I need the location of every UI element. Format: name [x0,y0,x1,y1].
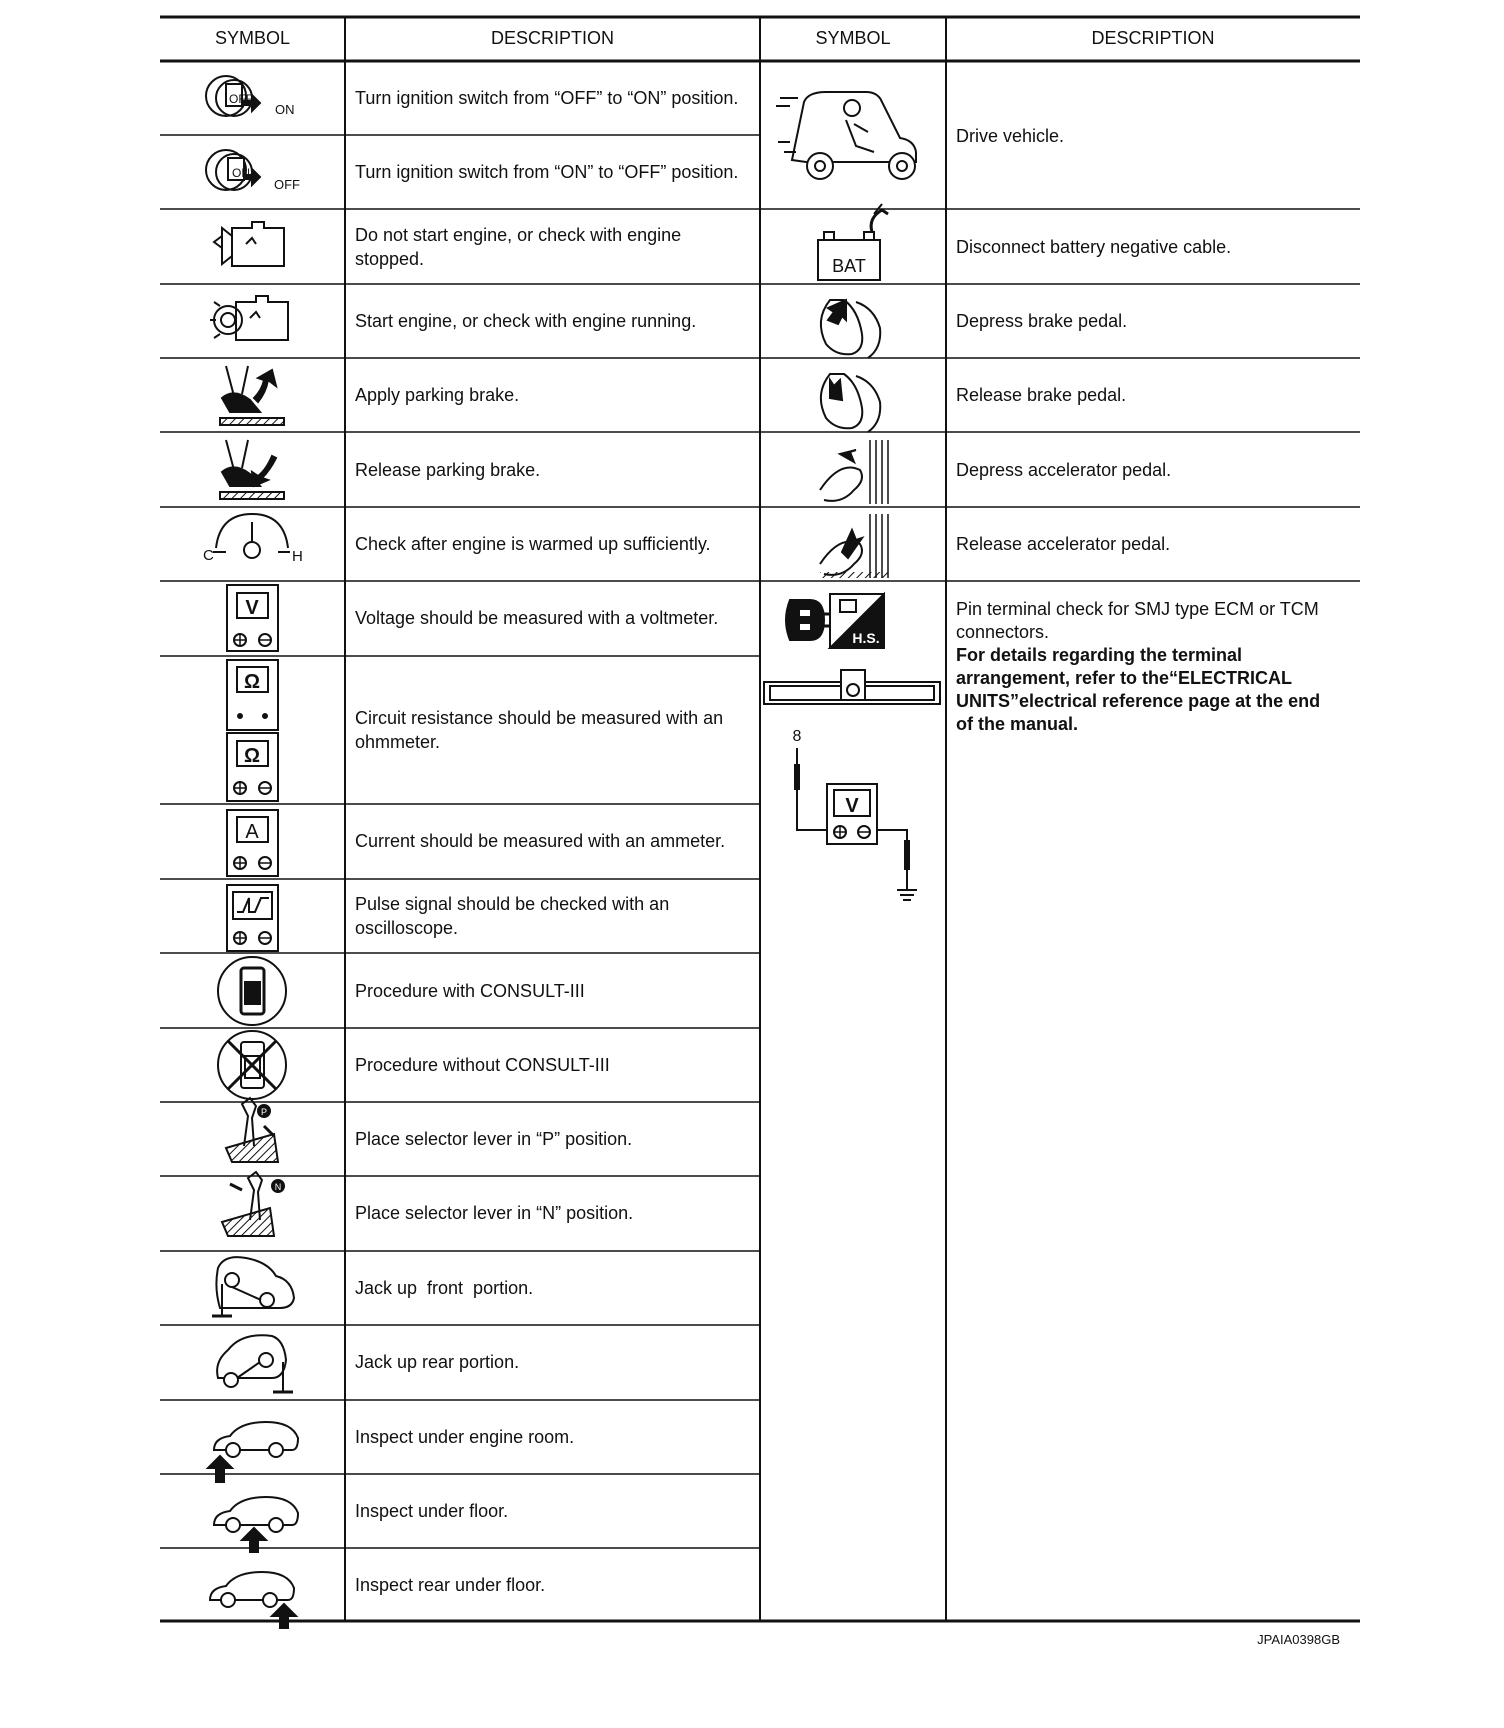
lever-label-p: P [260,1107,268,1117]
meter-label-ohm: Ω [243,745,261,767]
description-release-parking-brake: Release parking brake. [355,460,541,480]
description-release-brake: Release brake pedal. [956,385,1127,405]
meter-label-a: A [245,821,259,843]
description-engine-warm: Check after engine is warmed up sufficiently. [355,534,711,554]
note-line-2: arrangement, refer to the“ELECTRICAL [956,668,1293,688]
oscilloscope-icon [227,885,278,951]
header-symbol-left: SYMBOL [214,28,291,48]
note-line-1: For details regarding the terminal [956,645,1243,665]
ignition-on-to-off-icon [206,150,300,192]
selector-lever-p-icon [226,1098,278,1162]
description-no-consult: Procedure without CONSULT-III [355,1055,610,1075]
jack-up-front-icon [212,1257,294,1316]
description-ignition-off-on: Turn ignition switch from “OFF” to “ON” position. [355,88,739,108]
release-brake-pedal-icon [821,374,880,432]
selector-lever-n-icon [222,1172,284,1236]
ignition-label-off: OFF [229,92,253,106]
release-accelerator-icon [820,514,890,578]
description-drive-vehicle: Drive vehicle. [956,126,1065,146]
description-engine-stopped: Do not start engine, or check with engine stopped. [355,225,682,269]
description-battery: Disconnect battery negative cable. [956,237,1232,257]
engine-running-icon [210,296,288,340]
voltmeter-icon [227,585,278,651]
description-depress-accelerator: Depress accelerator pedal. [956,460,1172,480]
description-apply-parking-brake: Apply parking brake. [355,385,520,405]
ignition-label-on: ON [275,102,295,117]
description-engine-running: Start engine, or check with engine running. [355,311,697,331]
description-voltmeter: Voltage should be measured with a voltmeter. [355,608,719,628]
inspect-under-floor-icon [214,1497,298,1552]
description-consult: Procedure with CONSULT-III [355,981,585,1001]
meter-label-v: V [245,597,259,619]
pin-terminal-check-icon [764,594,940,900]
description-under-engine: Inspect under engine room. [355,1427,575,1447]
meter-label-ohm: Ω [243,671,261,693]
no-consult-iii-icon [218,1031,286,1099]
ignition-label-off: OFF [274,177,300,192]
description-under-floor: Inspect under floor. [355,1501,509,1521]
apply-parking-brake-icon [220,366,284,425]
pin-number-label: 8 [792,728,802,745]
release-parking-brake-icon [220,440,284,499]
header-description-right: DESCRIPTION [1091,28,1215,48]
ignition-off-to-on-icon [206,76,295,117]
engine-stopped-icon [214,222,284,266]
battery-label: BAT [832,256,866,276]
depress-brake-pedal-icon [821,300,880,358]
inspect-under-engine-icon [208,1422,298,1482]
battery-cable-icon [818,204,888,280]
description-oscilloscope: Pulse signal should be checked with an oscilloscope. [355,894,670,938]
description-rear-under-floor: Inspect rear under floor. [355,1575,546,1595]
description-release-accelerator: Release accelerator pedal. [956,534,1171,554]
depress-accelerator-icon [820,440,888,504]
description-selector-p: Place selector lever in “P” position. [355,1129,633,1149]
ignition-label-on: ON [232,166,250,180]
hs-label: H.S. [852,630,880,646]
jack-up-rear-icon [217,1335,293,1392]
description-ohmmeter: Circuit resistance should be measured with an ohmmeter. [355,708,724,752]
figure-reference-id: JPAIA0398GB [1257,1632,1340,1647]
description-jack-rear: Jack up rear portion. [355,1352,520,1372]
note-line-3: UNITS”electrical reference page at the end [956,691,1321,711]
description-ignition-on-off: Turn ignition switch from “ON” to “OFF” position. [355,162,739,182]
engine-warm-gauge-icon [203,514,303,565]
description-ammeter: Current should be measured with an ammeter. [355,831,726,851]
description-pin-terminal: Pin terminal check for SMJ type ECM or TCM connectors. [956,599,1319,642]
description-selector-n: Place selector lever in “N” position. [355,1203,634,1223]
ammeter-icon [227,810,278,876]
header-symbol-right: SYMBOL [815,28,891,48]
consult-iii-icon [218,957,286,1025]
description-jack-front: Jack up front portion. [355,1278,534,1298]
gauge-label-hot: H [292,548,303,565]
ohmmeter-icon [227,660,278,801]
gauge-label-cold: C [203,547,214,564]
meter-label-v: V [845,795,859,817]
lever-label-n: N [274,1182,282,1192]
note-line-4: of the manual. [956,714,1079,734]
description-depress-brake: Depress brake pedal. [956,311,1128,331]
header-description-left: DESCRIPTION [490,28,614,48]
drive-vehicle-icon [776,92,916,179]
